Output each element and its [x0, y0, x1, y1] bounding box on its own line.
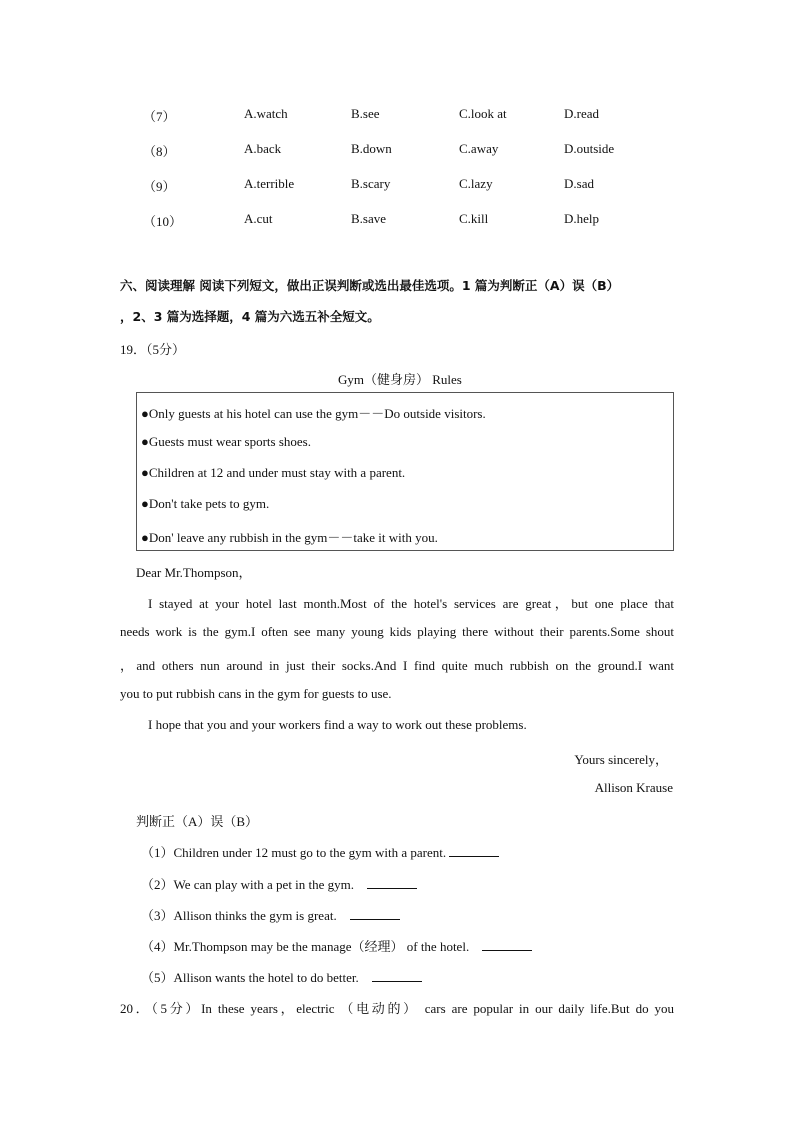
letter-closing: Yours sincerely，	[574, 752, 668, 767]
option-a: A.back	[244, 141, 282, 156]
rules-title: Gym（健身房） Rules	[338, 372, 462, 387]
letter-line: I stayed at your hotel last month.Most of the hotel's services are great，but one place that	[148, 596, 674, 611]
option-c: C.kill	[459, 211, 489, 226]
option-a: A.watch	[244, 106, 288, 121]
rule-item: ●Don't take pets to gym.	[141, 496, 270, 511]
letter-line: you to put rubbish cans in the gym for guests to use.	[120, 686, 392, 701]
answer-blank[interactable]	[350, 907, 400, 920]
judge-title: 判断正（A）误（B）	[136, 814, 259, 829]
question-number: （9）	[143, 179, 176, 194]
options-row-7	[0, 106, 794, 126]
question-number: （10）	[143, 214, 183, 229]
rule-item: ●Only guests at his hotel can use the gym－－Do outside visitors.	[141, 406, 486, 421]
option-c: C.away	[459, 141, 499, 156]
option-a: A.terrible	[244, 176, 295, 191]
letter-line: ，and others nun around in just their socks.And I find quite much rubbish on the ground.I want	[120, 658, 674, 673]
judge-question-4	[141, 936, 532, 955]
option-d: D.sad	[564, 176, 594, 191]
option-b: B.scary	[351, 176, 391, 191]
option-a: A.cut	[244, 211, 273, 226]
judge-question-3	[141, 905, 400, 924]
judge-question-2	[141, 874, 417, 893]
options-row-8	[0, 141, 794, 161]
option-b: B.down	[351, 141, 392, 156]
question-number: （8）	[143, 144, 176, 159]
rule-item: ●Children at 12 and under must stay with a parent.	[141, 465, 406, 480]
option-d: D.read	[564, 106, 600, 121]
options-row-9	[0, 176, 794, 196]
answer-blank[interactable]	[482, 938, 532, 951]
rules-box	[136, 392, 674, 551]
option-b: B.save	[351, 211, 387, 226]
question-text: （4）Mr.Thompson may be the manage（经理） of the hotel.	[141, 939, 470, 954]
judge-question-5	[141, 967, 422, 986]
option-d: D.help	[564, 211, 600, 226]
rule-item: ●Don' leave any rubbish in the gym－－take it with you.	[141, 530, 438, 545]
option-c: C.lazy	[459, 176, 493, 191]
letter-line: I hope that you and your workers find a way to work out these problems.	[148, 717, 527, 732]
judge-question-1	[141, 842, 499, 861]
options-row-10	[0, 211, 794, 231]
letter-signature: Allison Krause	[594, 780, 673, 795]
question-number: （7）	[143, 109, 176, 124]
letter-greeting: Dear Mr.Thompson，	[136, 565, 252, 580]
option-b: B.see	[351, 106, 380, 121]
section-heading-line1: 六、阅读理解 阅读下列短文，做出正误判断或选出最佳选项。1 篇为判断正（A）误（B）	[120, 278, 620, 293]
answer-blank[interactable]	[367, 876, 417, 889]
rule-item: ●Guests must wear sports shoes.	[141, 434, 311, 449]
answer-blank[interactable]	[372, 969, 422, 982]
option-c: C.look at	[459, 106, 507, 121]
section-heading-line2: ，2、3 篇为选择题，4 篇为六选五补全短文。	[120, 309, 380, 324]
answer-blank[interactable]	[449, 844, 499, 857]
question-text: （1）Children under 12 must go to the gym with a parent.	[141, 845, 447, 860]
question-20-line: 20．（5分）In these years，electric （电动的） cars are popular in our daily life.But do you	[120, 1001, 674, 1016]
letter-line: needs work is the gym.I often see many young kids playing there without their parents.Some shout	[120, 624, 674, 639]
question-text: （2）We can play with a pet in the gym.	[141, 877, 355, 892]
question-text: （3）Allison thinks the gym is great.	[141, 908, 337, 923]
question-19-header: 19．（5分）	[120, 342, 186, 357]
option-d: D.outside	[564, 141, 615, 156]
question-text: （5）Allison wants the hotel to do better.	[141, 970, 359, 985]
